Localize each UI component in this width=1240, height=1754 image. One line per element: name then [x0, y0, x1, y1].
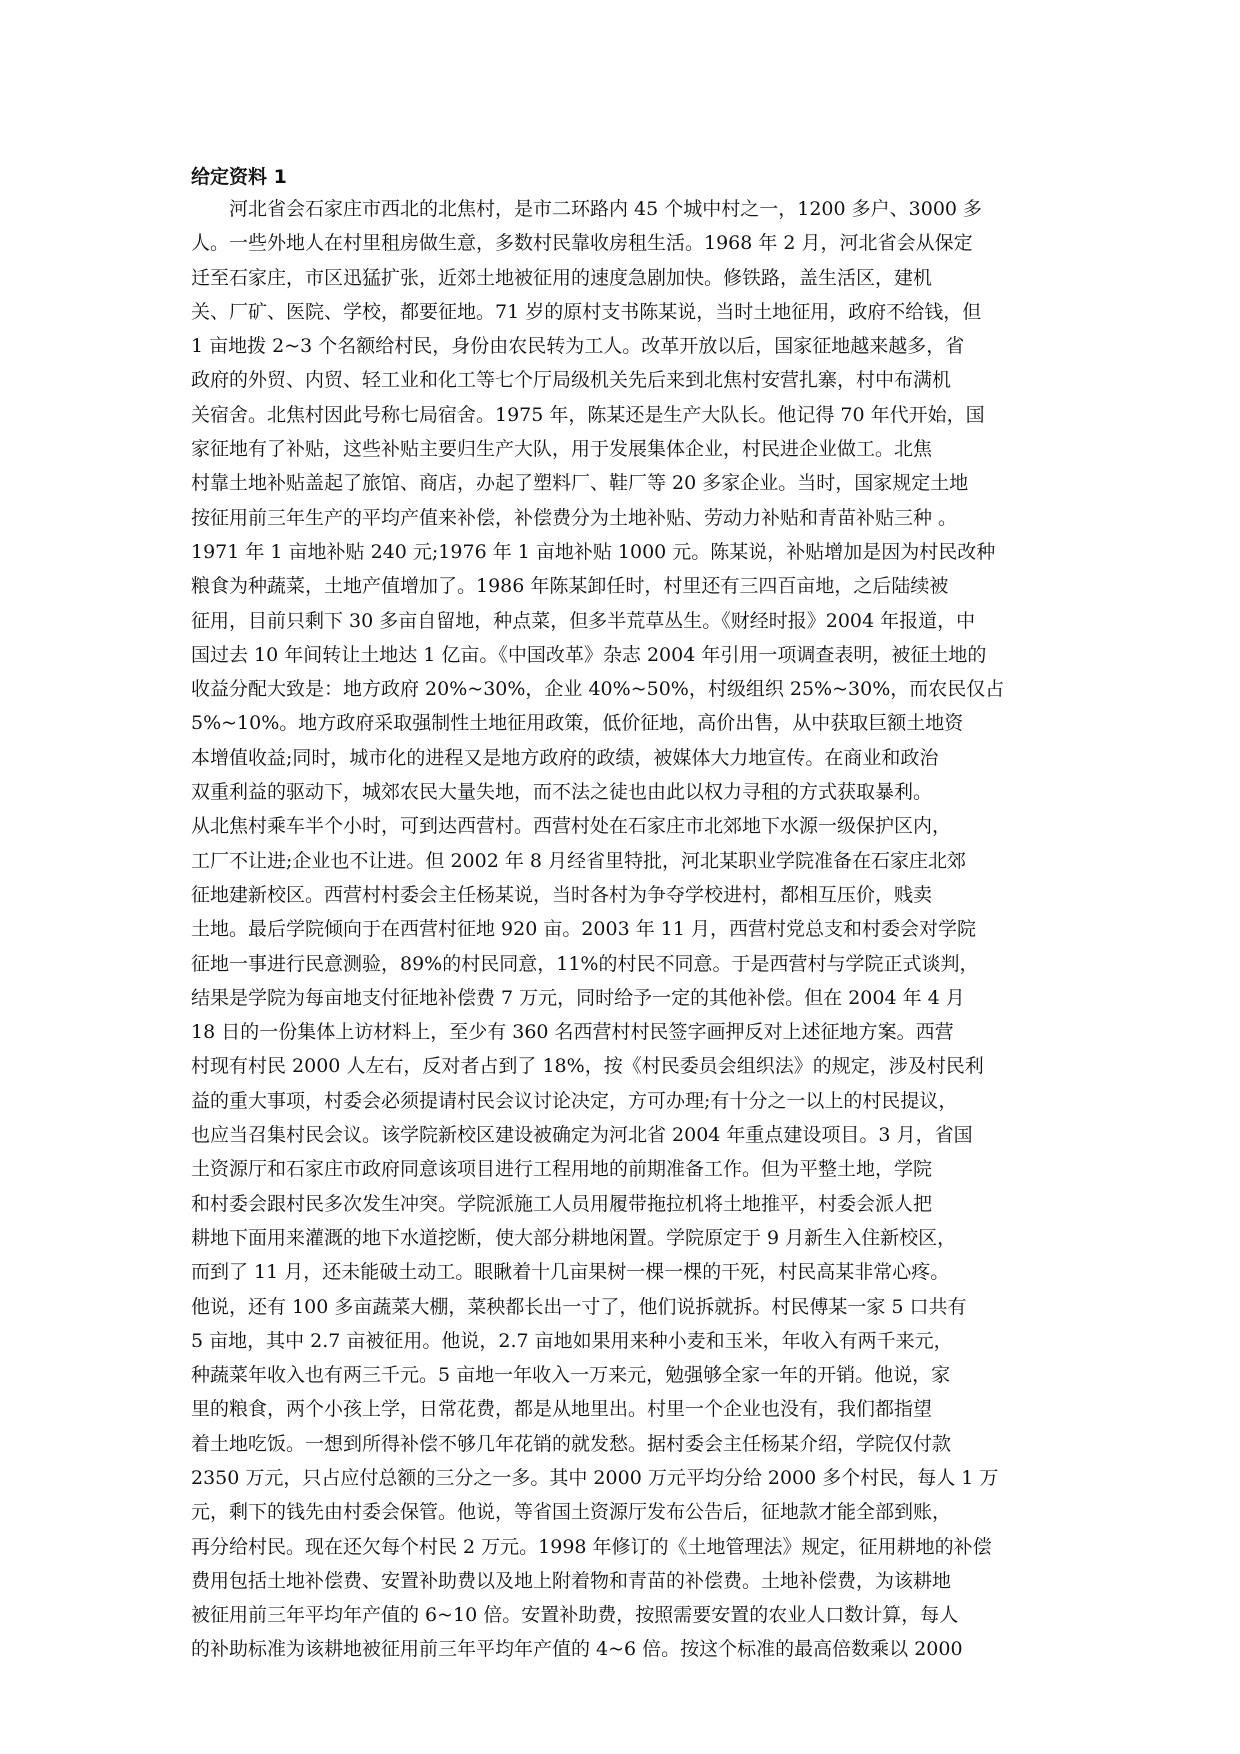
text-line: 关、厂矿、医院、学校，都要征地。71 岁的原村支书陈某说，当时土地征用，政府不给钱，但	[191, 300, 982, 323]
text-line: 征地一事进行民意测验，89%的村民同意，11%的村民不同意。于是西营村与学院正式谈判，	[191, 952, 979, 975]
text-line: 家征地有了补贴，这些补贴主要归生产大队，用于发展集体企业，村民进企业做工。北焦	[191, 438, 933, 461]
text-line: 的补助标准为该耕地被征用前三年平均年产值的 4~6 倍。按这个标准的最高倍数乘以 2000	[191, 1638, 963, 1661]
text-line: 费用包括土地补偿费、安置补助费以及地上附着物和青苗的补偿费。土地补偿费，为该耕地	[191, 1569, 952, 1592]
text-line: 也应当召集村民会议。该学院新校区建设被确定为河北省 2004 年重点建设项目。3 月，省国	[191, 1124, 973, 1147]
text-line: 种蔬菜年收入也有两三千元。5 亩地一年收入一万来元，勉强够全家一年的开销。他说，家	[191, 1364, 951, 1387]
text-line: 从北焦村乘车半个小时，可到达西营村。西营村处在石家庄市北郊地下水源一级保护区内，	[191, 815, 952, 838]
text-line: 人。一些外地人在村里租房做生意，多数村民靠收房租生活。1968 年 2 月，河北省会从保定	[191, 232, 973, 255]
text-line: 征用，目前只剩下 30 多亩自留地，种点菜，但多半荒草丛生。《财经时报》2004 年报道，中	[191, 609, 976, 632]
document-body	[191, 162, 1051, 1667]
text-line: 村靠土地补贴盖起了旅馆、商店，办起了塑料厂、鞋厂等 20 多家企业。当时，国家规定土地	[191, 472, 969, 495]
text-line: 政府的外贸、内贸、轻工业和化工等七个厅局级机关先后来到北焦村安营扎寨，村中布满机	[191, 369, 952, 392]
text-line: 里的粮食，两个小孩上学，日常花费，都是从地里出。村里一个企业也没有，我们都指望	[191, 1398, 933, 1421]
text-line: 1 亩地拨 2~3 个名额给村民，身份由农民转为工人。改革开放以后，国家征地越来越多，省	[191, 335, 965, 358]
text-line: 而到了 11 月，还未能破土动工。眼瞅着十几亩果树一棵一棵的干死，村民高某非常心疼。	[191, 1261, 950, 1284]
text-line: 18 日的一份集体上访材料上，至少有 360 名西营村村民签字画押反对上述征地方案。西营	[191, 1021, 954, 1044]
text-line: 河北省会石家庄市西北的北焦村，是市二环路内 45 个城中村之一，1200 多户、3000 多	[229, 198, 983, 220]
text-line: 工厂不让进;企业也不让进。但 2002 年 8 月经省里特批，河北某职业学院准备在石家庄北郊	[191, 849, 967, 872]
text-line: 关宿舍。北焦村因此号称七局宿舍。1975 年，陈某还是生产大队长。他记得 70 年代开始，国	[191, 403, 985, 426]
section-heading: 给定资料 1	[191, 166, 287, 188]
text-line: 征地建新校区。西营村村委会主任杨某说，当时各村为争夺学校进村，都相互压价，贱卖	[191, 883, 933, 906]
text-line: 收益分配大致是：地方政府 20%~30%，企业 40%~50%，村级组织 25%~30%，而农民仅占	[191, 678, 1005, 701]
text-line: 本增值收益;同时，城市化的进程又是地方政府的政绩，被媒体大力地宣传。在商业和政治	[191, 746, 939, 769]
text-line: 5%~10%。地方政府采取强制性土地征用政策，低价征地，高价出售，从中获取巨额土地资	[191, 712, 964, 735]
text-line: 粮食为种蔬菜，土地产值增加了。1986 年陈某卸任时，村里还有三四百亩地，之后陆续被	[191, 575, 949, 598]
text-line: 迁至石家庄，市区迅猛扩张，近郊土地被征用的速度急剧加快。修铁路，盖生活区，建机	[191, 266, 933, 289]
text-line: 益的重大事项，村委会必须提请村民会议讨论决定，方可办理;有十分之一以上的村民提议，	[191, 1089, 958, 1112]
text-line: 着土地吃饭。一想到所得补偿不够几年花销的就发愁。据村委会主任杨某介绍，学院仅付款	[191, 1432, 952, 1455]
text-line: 双重利益的驱动下，城郊农民大量失地，而不法之徒也由此以权力寻租的方式获取暴利。	[191, 781, 933, 804]
text-line: 他说，还有 100 多亩蔬菜大棚，菜秧都长出一寸了，他们说拆就拆。村民傅某一家 5 口共有	[191, 1295, 967, 1318]
text-line: 5 亩地，其中 2.7 亩被征用。他说，2.7 亩地如果用来种小麦和玉米，年收入有两千来元，	[191, 1329, 953, 1352]
text-line: 再分给村民。现在还欠每个村民 2 万元。1998 年修订的《土地管理法》规定，征用耕地的补偿	[191, 1535, 992, 1558]
text-line: 国过去 10 年间转让土地达 1 亿亩。《中国改革》杂志 2004 年引用一项调查表明，被征土地的	[191, 643, 987, 666]
text-line: 元，剩下的钱先由村委会保管。他说，等省国土资源厅发布公告后，征地款才能全部到账，	[191, 1501, 952, 1524]
paragraph	[191, 192, 1051, 1667]
text-line: 2350 万元，只占应付总额的三分之一多。其中 2000 万元平均分给 2000 多个村民，每人 1 万	[191, 1466, 999, 1489]
text-line: 按征用前三年生产的平均产值来补偿，补偿费分为土地补贴、劳动力补贴和青苗补贴三种 。	[191, 506, 958, 529]
text-line: 1971 年 1 亩地补贴 240 元;1976 年 1 亩地补贴 1000 元。陈某说，补贴增加是因为村民改种	[191, 540, 996, 563]
text-line: 土地。最后学院倾向于在西营村征地 920 亩。2003 年 11 月，西营村党总支和村委会对学院	[191, 918, 976, 941]
text-line: 耕地下面用来灌溉的地下水道挖断，使大部分耕地闲置。学院原定于 9 月新生入住新校区，	[191, 1226, 957, 1249]
text-line: 被征用前三年平均年产值的 6~10 倍。安置补助费，按照需要安置的农业人口数计算，每人	[191, 1604, 959, 1627]
text-line: 结果是学院为每亩地支付征地补偿费 7 万元，同时给予一定的其他补偿。但在 2004 年 4 月	[191, 986, 965, 1009]
text-line: 村现有村民 2000 人左右，反对者占到了 18%，按《村民委员会组织法》的规定，涉及村民利	[191, 1055, 984, 1078]
text-line: 和村委会跟村民多次发生冲突。学院派施工人员用履带拖拉机将土地推平，村委会派人把	[191, 1192, 933, 1215]
text-line: 土资源厅和石家庄市政府同意该项目进行工程用地的前期准备工作。但为平整土地，学院	[191, 1158, 933, 1181]
